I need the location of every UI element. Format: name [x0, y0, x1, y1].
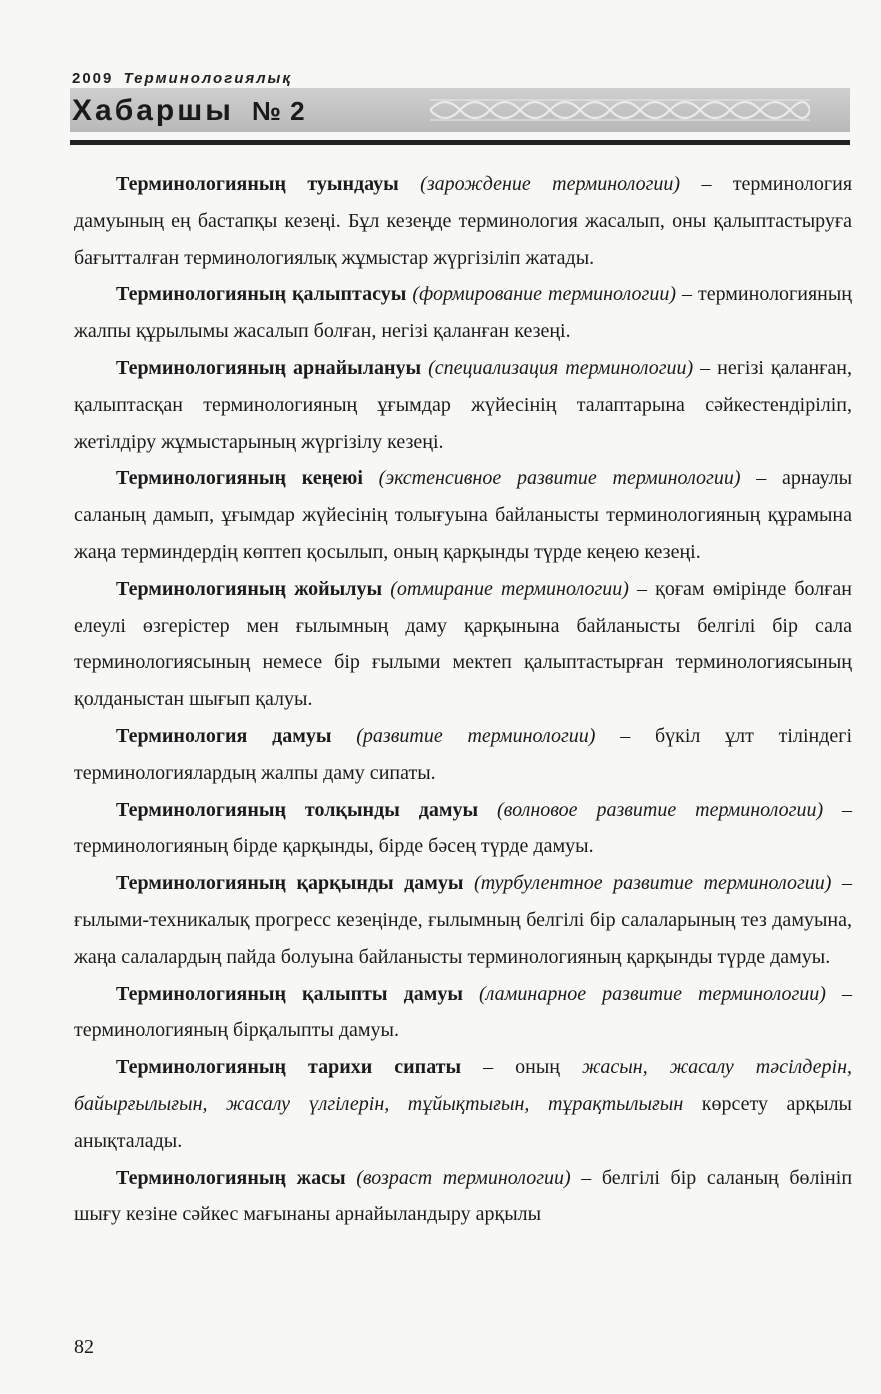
- term: Терминологияның қалыпты дамуы: [116, 982, 463, 1005]
- definition: – арнаулы саланың дамып, ұғымдар жүйесінің толығуына байланысты терминологияның құрамына жаңа терминдердің көптеп қосылып, оның қарқынды түрде кеңею кезеңі.: [74, 467, 853, 563]
- term: Терминологияның жасы: [116, 1166, 346, 1189]
- header-rule: [70, 140, 850, 145]
- russian-equivalent: (возраст терминологии): [356, 1166, 571, 1189]
- russian-equivalent: (экстенсивное развитие терминологии): [378, 467, 741, 490]
- definition: – негізі қаланған, қалыптасқан терминологияның ұғымдар жүйесінің талаптарына сәйкестендіріліп, жетілдіру жұмыстарының жүргізілу кезеңі.: [74, 356, 852, 453]
- term: Терминологияның арнайылануы: [116, 356, 422, 379]
- term: Терминологияның тарихи сипаты: [116, 1056, 462, 1079]
- journal-title: Хабаршы: [72, 94, 234, 127]
- definition: – белгілі бір саланың бөлініп шығу кезіне сәйкес мағынаны арнайыландыру арқылы: [74, 1166, 853, 1226]
- russian-equivalent: (формирование терминологии): [412, 283, 676, 306]
- definition: – терминологияның бірқалыпты дамуы.: [74, 982, 853, 1042]
- header-series-name: Терминологиялық: [123, 70, 292, 87]
- paragraph: [74, 460, 852, 570]
- definition: – ғылыми-техникалық прогресс кезеңінде, ғылымның белгілі бір салаларының тез дамуына, жаңа салалардың пайда болуына байланысты терминологияның қарқынды түрде дамуы.: [74, 872, 853, 968]
- header-title: [72, 94, 306, 128]
- paragraph: [74, 350, 852, 460]
- term: Терминологияның кеңеюі: [116, 467, 363, 490]
- paragraph: [74, 1049, 852, 1159]
- term: Терминологияның қалыптасуы: [116, 283, 407, 306]
- paragraph: [74, 792, 852, 866]
- term: Терминологияның толқынды дамуы: [116, 798, 479, 821]
- paragraph: [74, 571, 852, 718]
- article-body: [74, 166, 852, 1233]
- paragraph: [74, 1160, 852, 1234]
- ornament-pattern: [430, 92, 810, 128]
- definition: – терминологияның жалпы құрылымы жасалып болған, негізі қаланған кезеңі.: [74, 283, 853, 343]
- issue-number: № 2: [251, 96, 306, 126]
- definition-italic: жасын, жасалу тәсілдерін, байырғылығын, жасалу үлгілерін, тұйықтығын, тұрақтылығын: [74, 1056, 852, 1115]
- definition: – терминологияның бірде қарқынды, бірде бәсең түрде дамуы.: [74, 798, 853, 858]
- definition: – қоғам өмірінде болған елеулі өзгерістер мен ғылымның даму қарқынына байланысты белгілі бір сала терминологиясының немесе бір ғылыми мектеп қалыптастырған терминологиясының қолданыстан шығып қалуы.: [74, 577, 852, 711]
- paragraph: [74, 276, 852, 350]
- russian-equivalent: (турбулентное развитие терминологии): [474, 872, 832, 895]
- header-year: 2009: [72, 70, 114, 87]
- russian-equivalent: (развитие терминологии): [356, 724, 596, 747]
- definition: көрсету арқылы анықталады.: [74, 1092, 852, 1152]
- russian-equivalent: (зарождение терминологии): [420, 173, 681, 195]
- term: Терминологияның туындауы: [116, 173, 399, 195]
- russian-equivalent: (специализация терминологии): [428, 356, 694, 379]
- term: Терминологияның қарқынды дамуы: [116, 872, 464, 895]
- definition: – терминология дамуының ең бастапқы кезеңі. Бұл кезеңде терминология жасалып, оны қалыптастыруға бағытталған терминологиялық жұмыстар жүргізіліп жатады.: [74, 173, 853, 269]
- header-series: [72, 70, 292, 87]
- russian-equivalent: (ламинарное развитие терминологии): [479, 982, 826, 1005]
- term: Терминология дамуы: [116, 724, 332, 747]
- definition: – бүкіл ұлт тіліндегі терминологиялардың жалпы даму сипаты.: [74, 724, 853, 784]
- russian-equivalent: (отмирание терминологии): [390, 577, 629, 600]
- definition-prefix: – оның: [461, 1056, 583, 1079]
- paragraph: [74, 976, 852, 1050]
- russian-equivalent: (волновое развитие терминологии): [497, 798, 824, 821]
- paragraph: [74, 865, 852, 975]
- term: Терминологияның жойылуы: [116, 577, 383, 600]
- paragraph: [74, 718, 852, 792]
- paragraph: [74, 166, 852, 276]
- page-number: 82: [74, 1336, 94, 1358]
